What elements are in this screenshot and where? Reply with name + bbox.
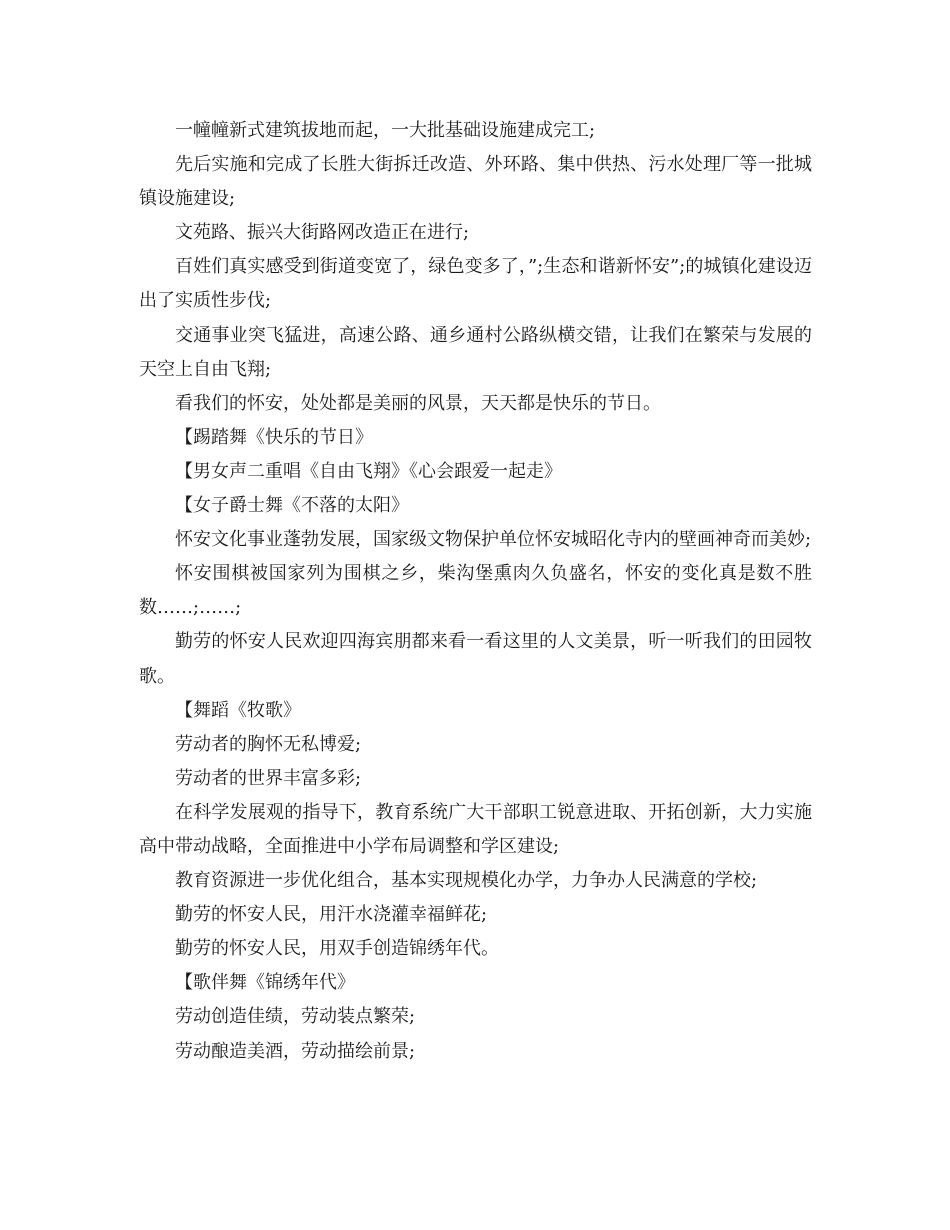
paragraph: 劳动酿造美酒，劳动描绘前景;: [175, 1040, 416, 1062]
paragraph: 交通事业突飞猛进，高速公路、通乡通村公路纵横交错，让我们在繁荣与发展的天空上自由飞翔;: [139, 324, 812, 380]
program-item: 【舞蹈《牧歌》: [175, 699, 301, 721]
paragraph: 一幢幢新式建筑拔地而起，一大批基础设施建成完工;: [175, 120, 596, 141]
program-item: 【男女声二重唱《自由飞翔》《心会跟爱一起走》: [175, 460, 562, 482]
paragraph: 劳动者的世界丰富多彩;: [175, 767, 362, 789]
paragraph: 百姓们真实感受到街道变宽了，绿色变多了，”;生态和谐新怀安”;的城镇化建设迈出了实质性步伐;: [139, 256, 812, 312]
paragraph: 勤劳的怀安人民，用双手创造锦绣年代。: [175, 938, 499, 960]
program-item: 【女子爵士舞《不落的太阳》: [175, 495, 409, 517]
program-item: 【歌伴舞《锦绣年代》: [175, 972, 355, 994]
paragraph: 勤劳的怀安人民，用汗水浇灌幸福鲜花;: [175, 904, 488, 926]
paragraph: 在科学发展观的指导下，教育系统广大干部职工锐意进取、开拓创新，大力实施高中带动战略，全面推进中小学布局调整和学区建设;: [139, 801, 812, 857]
paragraph: 看我们的怀安，处处都是美丽的风景，天天都是快乐的节日。: [175, 392, 661, 414]
program-item: 【踢踏舞《快乐的节日》: [175, 426, 373, 448]
paragraph: 先后实施和完成了长胜大街拆迁改造、外环路、集中供热、污水处理厂等一批城镇设施建设;: [139, 154, 812, 210]
paragraph: 怀安文化事业蓬勃发展，国家级文物保护单位怀安城昭化寺内的壁画神奇而美妙;: [175, 529, 812, 551]
paragraph: 劳动创造佳绩，劳动装点繁荣;: [175, 1006, 416, 1028]
paragraph: 怀安围棋被国家列为围棋之乡，柴沟堡熏肉久负盛名，怀安的变化真是数不胜数……;……;: [139, 563, 812, 619]
paragraph: 教育资源进一步优化组合，基本实现规模化办学，力争办人民满意的学校;: [175, 870, 758, 892]
paragraph: 劳动者的胸怀无私博爱;: [175, 733, 362, 755]
paragraph: 勤劳的怀安人民欢迎四海宾朋都来看一看这里的人文美景，听一听我们的田园牧歌。: [139, 631, 812, 687]
paragraph: 文苑路、振兴大街路网改造正在进行;: [175, 222, 470, 244]
document-body: [139, 114, 812, 1069]
